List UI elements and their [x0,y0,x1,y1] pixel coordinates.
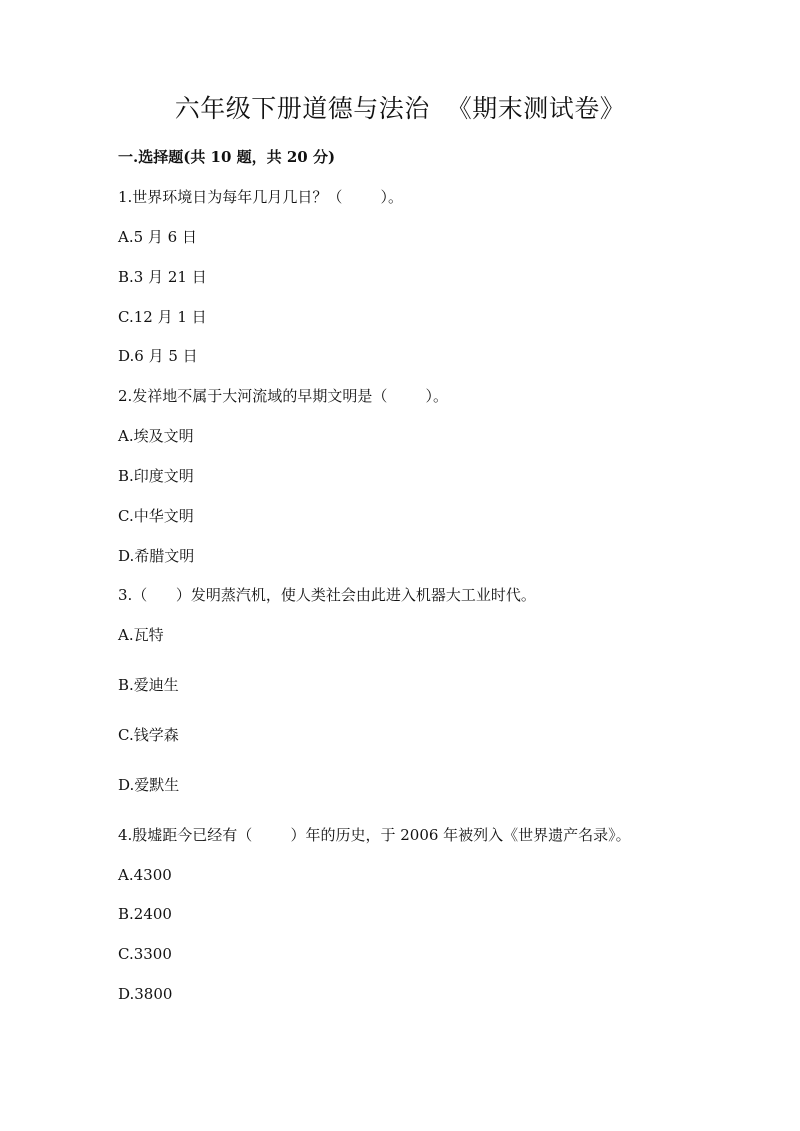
answer-option: C.钱学森 [118,726,179,744]
answer-option: A.4300 [118,866,172,884]
answer-option: A.瓦特 [118,626,164,644]
answer-option: D.爱默生 [118,776,180,794]
answer-option: D.6 月 5 日 [118,347,198,365]
question-stem: 1.世界环境日为每年几月几日？（ ）。 [118,188,403,206]
answer-option: C.3300 [118,945,172,963]
answer-option: B.2400 [118,905,172,923]
answer-option: D.希腊文明 [118,547,195,565]
question-stem: 2.发祥地不属于大河流域的早期文明是（ ）。 [118,387,448,405]
answer-option: B.印度文明 [118,467,194,485]
answer-option: B.爱迪生 [118,676,179,694]
section-heading: 一.选择题(共 10 题，共 20 分) [118,148,336,166]
answer-option: A.5 月 6 日 [118,228,197,246]
answer-option: B.3 月 21 日 [118,268,207,286]
answer-option: C.中华文明 [118,507,194,525]
answer-option: C.12 月 1 日 [118,308,207,326]
answer-option: A.埃及文明 [118,427,194,445]
answer-option: D.3800 [118,985,173,1003]
document-title: 六年级下册道德与法治 《期末测试卷》 [174,94,626,123]
question-stem: 3.（ ）发明蒸汽机，使人类社会由此进入机器大工业时代。 [118,586,536,604]
question-stem: 4.殷墟距今已经有（ ）年的历史，于 2006 年被列入《世界遗产名录》。 [118,826,631,844]
